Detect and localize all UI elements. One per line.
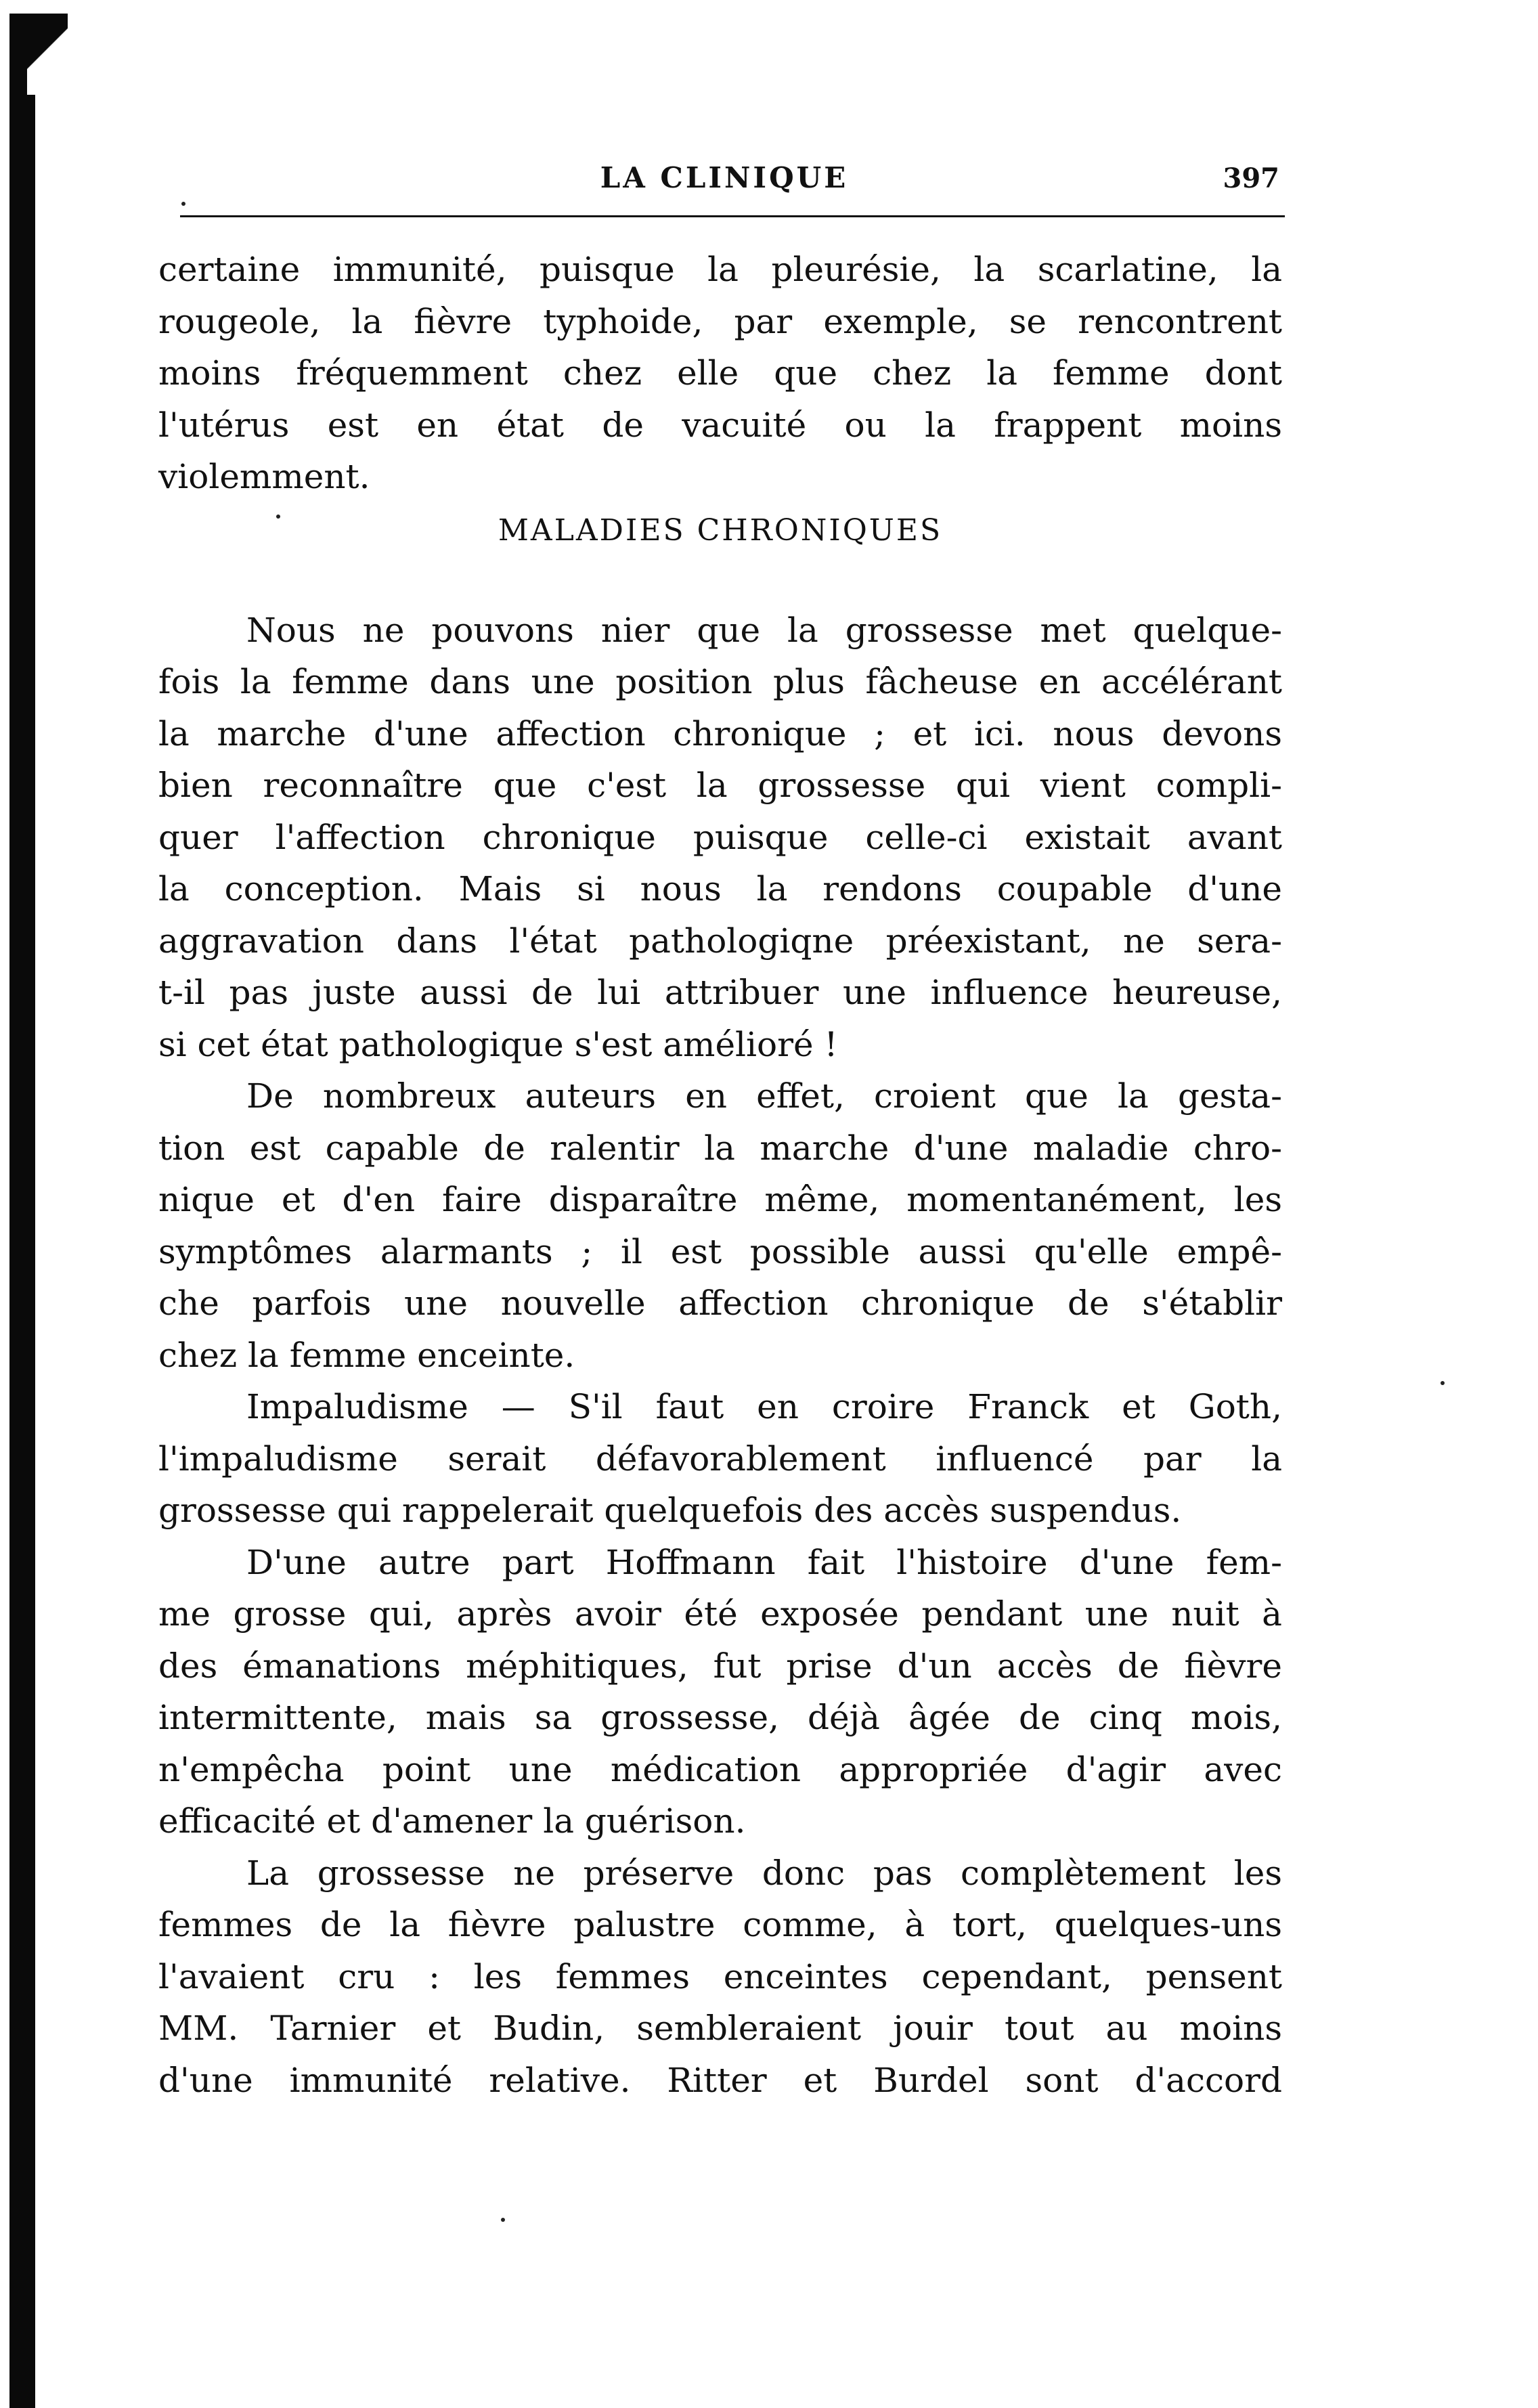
text-line: la conception. Mais si nous la rendons coupable d'une xyxy=(158,869,1282,909)
text-line: Impaludisme — S'il faut en croire Franck et Goth, xyxy=(246,1387,1282,1426)
text-line: me grosse qui, après avoir été exposée pendant une nuit à xyxy=(158,1594,1282,1634)
text-line: efficacité et d'amener la guérison. xyxy=(158,1801,746,1841)
text-line: bien reconnaître que c'est la grossesse qui vient compli- xyxy=(158,766,1282,805)
text-line: aggravation dans l'état pathologiqne préexistant, ne sera- xyxy=(158,921,1282,961)
text-line: rougeole, la fièvre typhoide, par exemple, se rencontrent xyxy=(158,301,1282,341)
text-line: l'impaludisme serait défavorablement influencé par la xyxy=(158,1439,1282,1479)
header-rule xyxy=(180,215,1285,217)
text-line: symptômes alarmants ; il est possible aussi qu'elle empê- xyxy=(158,1231,1282,1271)
section-heading: MALADIES CHRONIQUES xyxy=(498,512,943,548)
text-line: femmes de la fièvre palustre comme, à tort, quelques-uns xyxy=(158,1905,1282,1944)
text-line: tion est capable de ralentir la marche d'une maladie chro- xyxy=(158,1128,1282,1168)
text-line: che parfois une nouvelle affection chronique de s'établir xyxy=(158,1284,1282,1323)
text-line: chez la femme enceinte. xyxy=(158,1335,575,1375)
ink-speck xyxy=(181,202,185,206)
text-line: si cet état pathologique s'est amélioré ! xyxy=(158,1024,838,1064)
text-line: t-il pas juste aussi de lui attribuer une influence heureuse, xyxy=(158,973,1282,1012)
text-line: intermittente, mais sa grossesse, déjà âgée de cinq mois, xyxy=(158,1698,1282,1737)
text-line: n'empêcha point une médication appropriée d'agir avec xyxy=(158,1749,1282,1789)
running-head xyxy=(156,148,1293,202)
text-line: moins fréquemment chez elle que chez la femme dont xyxy=(158,353,1282,393)
text-line: La grossesse ne préserve donc pas complètement les xyxy=(246,1853,1282,1893)
body-text xyxy=(158,244,1282,2106)
text-line: violemment. xyxy=(158,457,370,496)
text-line: Nous ne pouvons nier que la grossesse met quelque- xyxy=(246,610,1282,650)
text-line: quer l'affection chronique puisque celle-ci existait avant xyxy=(158,817,1282,857)
ink-speck xyxy=(1441,1381,1445,1385)
page-number: 397 xyxy=(1223,162,1279,194)
text-line: la marche d'une affection chronique ; et ici. nous devons xyxy=(158,714,1282,753)
binding-shadow xyxy=(9,14,35,2408)
running-title: LA CLINIQUE xyxy=(600,161,849,194)
text-line: d'une immunité relative. Ritter et Burdel sont d'accord xyxy=(158,2060,1282,2100)
text-line: fois la femme dans une position plus fâcheuse en accélérant xyxy=(158,662,1282,701)
binding-corner xyxy=(27,14,68,95)
text-line: MM. Tarnier et Budin, sembleraient jouir tout au moins xyxy=(158,2009,1282,2048)
text-line: nique et d'en faire disparaître même, momentanément, les xyxy=(158,1180,1282,1219)
ink-speck xyxy=(276,515,280,519)
text-line: D'une autre part Hoffmann fait l'histoire d'une fem- xyxy=(246,1542,1282,1582)
text-line: des émanations méphitiques, fut prise d'un accès de fièvre xyxy=(158,1646,1282,1686)
ink-speck xyxy=(501,2218,505,2222)
text-line: certaine immunité, puisque la pleurésie, la scarlatine, la xyxy=(158,250,1282,289)
text-line: l'avaient cru : les femmes enceintes cependant, pensent xyxy=(158,1956,1282,1996)
text-line: grossesse qui rappelerait quelquefois des accès suspendus. xyxy=(158,1491,1182,1530)
text-line: l'utérus est en état de vacuité ou la frappent moins xyxy=(158,405,1282,445)
heading-spacer xyxy=(158,564,1282,605)
binding-edge xyxy=(0,0,47,2408)
text-line: De nombreux auteurs en effet, croient que la gesta- xyxy=(246,1076,1282,1116)
